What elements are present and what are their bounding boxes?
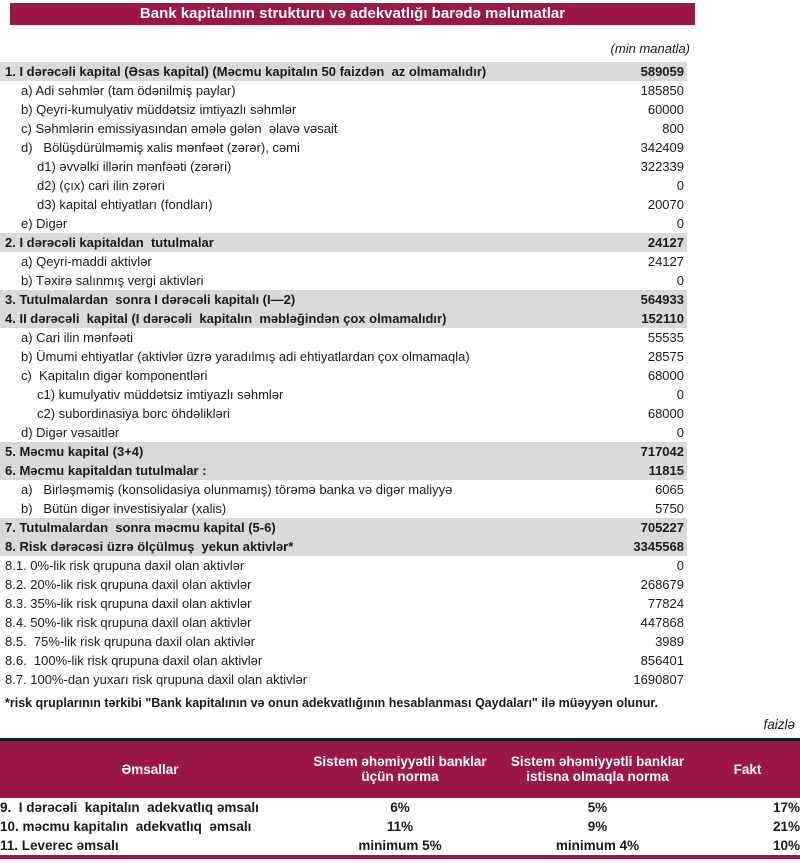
capital-table-row [0, 366, 687, 385]
ratio-norm_non_systemic: 9% [587, 818, 608, 834]
row-label: c2) subordinasiya borc öhdəlikləri [37, 406, 230, 421]
risk-groups-footnote: *risk qruplarının tərkibi "Bank kapitalının və onun adekvatlığının hesablanması Qaydaları" ilə müəyyən olunur. [5, 696, 659, 710]
header-norm-non-systemic: Sistem əhəmiyyətli banklar istisna olmaqla norma [500, 740, 695, 798]
capital-table-row [0, 480, 687, 499]
capital-table-row [0, 252, 687, 271]
capital-table-row [0, 347, 687, 366]
row-label: a) Cari ilin mənfəəti [21, 330, 133, 345]
row-label: c) Səhmlərin emissiyasından əmələ gələn əlavə vəsait [21, 121, 338, 136]
ratio-label: 10. məcmu kapitalın adekvatlıq əmsalı [0, 818, 252, 834]
capital-table-row [0, 290, 687, 309]
row-label: d) Digər vəsaitlər [21, 425, 120, 440]
row-value: 185850 [640, 83, 684, 98]
row-label: 1. I dərəcəli kapital (Əsas kapital) (Məcmu kapitalın 50 faizdən az olmamalıdır) [5, 64, 487, 79]
capital-table-row [0, 385, 687, 404]
unit-note: (min manatla) [610, 41, 690, 56]
row-value: 589059 [640, 64, 684, 79]
row-value: 564933 [640, 292, 684, 307]
row-label: e) Digər [21, 216, 68, 231]
row-value: 3989 [655, 634, 684, 649]
row-value: 5750 [655, 501, 684, 516]
row-value: 152110 [641, 311, 684, 326]
row-label: 8.3. 35%-lik risk qrupuna daxil olan aktivlər [5, 596, 252, 611]
row-value: 68000 [647, 368, 684, 383]
row-value: 11815 [648, 463, 684, 478]
row-label: 2. I dərəcəli kapitaldan tutulmalar [5, 235, 214, 250]
row-value: 268679 [640, 577, 684, 592]
adequacy-ratios-table [0, 738, 800, 859]
row-label: b) Qeyri-kumulyativ müddətsiz imtiyazlı səhmlər [21, 102, 297, 117]
row-label: 6. Məcmu kapitaldan tutulmalar : [5, 463, 207, 478]
capital-table-row [0, 100, 687, 119]
row-label: 8.5. 75%-lik risk qrupuna daxil olan aktivlər [5, 634, 256, 649]
report-title-bar [10, 3, 695, 25]
row-label: 8.6. 100%-lik risk qrupuna daxil olan aktivlər [5, 653, 263, 668]
capital-table-row [0, 632, 687, 651]
ratios-table-row [0, 836, 800, 857]
row-value: 322339 [640, 159, 684, 174]
row-label: c) Kapitalın digər komponentləri [21, 368, 208, 383]
row-value: 0 [676, 178, 684, 193]
row-value: 717042 [640, 444, 684, 459]
ratio-fact: 17% [772, 799, 800, 815]
capital-table-row [0, 442, 687, 461]
capital-table-row [0, 537, 687, 556]
row-label: 8.4. 50%-lik risk qrupuna daxil olan aktivlər [5, 615, 252, 630]
capital-table-row [0, 594, 687, 613]
row-label: b) Bütün digər investisiyalar (xalis) [21, 501, 227, 516]
row-label: d) Bölüşdürülməmiş xalis mənfəət (zərər), cəmi [21, 140, 300, 155]
row-value: 24127 [647, 254, 684, 269]
ratio-label: 11. Leverec əmsalı [0, 837, 119, 853]
row-label: 8. Risk dərəcəsi üzrə ölçülmuş yekun aktivlər* [5, 539, 294, 554]
capital-table-row [0, 651, 687, 670]
ratio-norm_systemic: 6% [390, 799, 410, 815]
capital-table-row [0, 404, 687, 423]
row-value: 856401 [640, 653, 684, 668]
capital-table-row [0, 176, 687, 195]
capital-table-row [0, 328, 687, 347]
capital-table-row [0, 271, 687, 290]
row-value: 342409 [640, 140, 684, 155]
row-label: 5. Məcmu kapital (3+4) [5, 444, 144, 459]
row-label: 8.7. 100%-dan yuxarı risk qrupuna daxil olan aktivlər [5, 672, 308, 687]
row-label: a) Adi səhmlər (tam ödənilmiş paylar) [21, 83, 236, 98]
capital-table-row [0, 81, 687, 100]
capital-table-row [0, 309, 687, 328]
header-norm-systemic: Sistem əhəmiyyətli banklar üçün norma [300, 740, 500, 798]
row-label: 7. Tutulmalardan sonra məcmu kapital (5-6) [5, 520, 276, 535]
capital-table-row [0, 613, 687, 632]
percent-unit-note: faizlə [763, 717, 795, 732]
capital-table-row [0, 575, 687, 594]
ratio-label: 9. I dərəcəli kapitalın adekvatlıq əmsalı [0, 799, 259, 815]
row-label: 8.1. 0%-lik risk qrupuna daxil olan aktivlər [5, 558, 245, 573]
row-label: d3) kapital ehtiyatları (fondları) [37, 197, 213, 212]
capital-table-row [0, 195, 687, 214]
row-value: 0 [676, 216, 684, 231]
header-ratios: Əmsallar [0, 740, 300, 798]
header-fact: Fakt [695, 740, 800, 798]
row-value: 0 [676, 425, 684, 440]
capital-table-row [0, 119, 687, 138]
row-label: 8.2. 20%-lik risk qrupuna daxil olan aktivlər [5, 577, 252, 592]
capital-table-row [0, 461, 687, 480]
capital-table-row [0, 62, 687, 81]
capital-table-row [0, 214, 687, 233]
row-value: 0 [676, 558, 684, 573]
row-label: a) Qeyri-maddi aktivlər [21, 254, 152, 269]
row-value: 0 [676, 387, 684, 402]
row-value: 28575 [647, 349, 684, 364]
row-label: 4. II dərəcəli kapital (I dərəcəli kapitalın məbləğindən çox olmamalıdır) [5, 311, 447, 326]
row-value: 60000 [647, 102, 684, 117]
row-value: 20070 [647, 197, 684, 212]
ratio-norm_non_systemic: minimum 4% [555, 837, 640, 853]
ratios-table-row [0, 817, 800, 836]
row-value: 24127 [647, 235, 684, 250]
capital-table-row [0, 556, 687, 575]
row-label: d2) (çıx) cari ilin zərəri [37, 178, 165, 193]
row-value: 1690807 [633, 672, 684, 687]
capital-table-row [0, 423, 687, 442]
capital-table-row [0, 518, 687, 537]
row-label: b) Təxirə salınmış vergi aktivləri [21, 273, 204, 288]
row-label: c1) kumulyativ müddətsiz imtiyazlı səhmlər [37, 387, 284, 402]
row-value: 77824 [647, 596, 684, 611]
report-page [0, 3, 800, 859]
ratio-fact: 10% [772, 837, 800, 853]
row-label: a) Birləşməmiş (konsolidasiya olunmamış) törəmə banka və digər maliyyə [21, 482, 453, 497]
row-value: 0 [676, 273, 684, 288]
ratio-norm_systemic: minimum 5% [358, 837, 442, 853]
report-title: Bank kapitalının strukturu və adekvatlığı barədə məlumatlar [139, 5, 566, 22]
ratio-fact: 21% [772, 818, 800, 834]
capital-table-row [0, 670, 687, 689]
ratio-norm_non_systemic: 5% [587, 799, 608, 815]
capital-table-row [0, 157, 687, 176]
row-label: d1) əvvəlki illərin mənfəəti (zərəri) [37, 159, 232, 174]
row-value: 705227 [640, 520, 684, 535]
ratios-table-row [0, 798, 800, 817]
row-value: 3345568 [633, 539, 684, 554]
row-value: 6065 [655, 482, 684, 497]
capital-structure-table [0, 62, 800, 689]
row-label: b) Ümumi ehtiyatlar (aktivlər üzrə yaradılmış adi ehtiyatlardan çox olmamaqla) [21, 349, 470, 364]
ratios-header-row [0, 740, 800, 798]
capital-table-row [0, 499, 687, 518]
ratio-norm_systemic: 11% [386, 818, 414, 834]
row-value: 800 [662, 121, 684, 136]
row-label: 3. Tutulmalardan sonra I dərəcəli kapitalı (I—2) [5, 292, 296, 307]
capital-table-row [0, 138, 687, 157]
row-value: 447868 [640, 615, 684, 630]
row-value: 68000 [647, 406, 684, 421]
row-value: 55535 [647, 330, 684, 345]
capital-table-row [0, 233, 687, 252]
